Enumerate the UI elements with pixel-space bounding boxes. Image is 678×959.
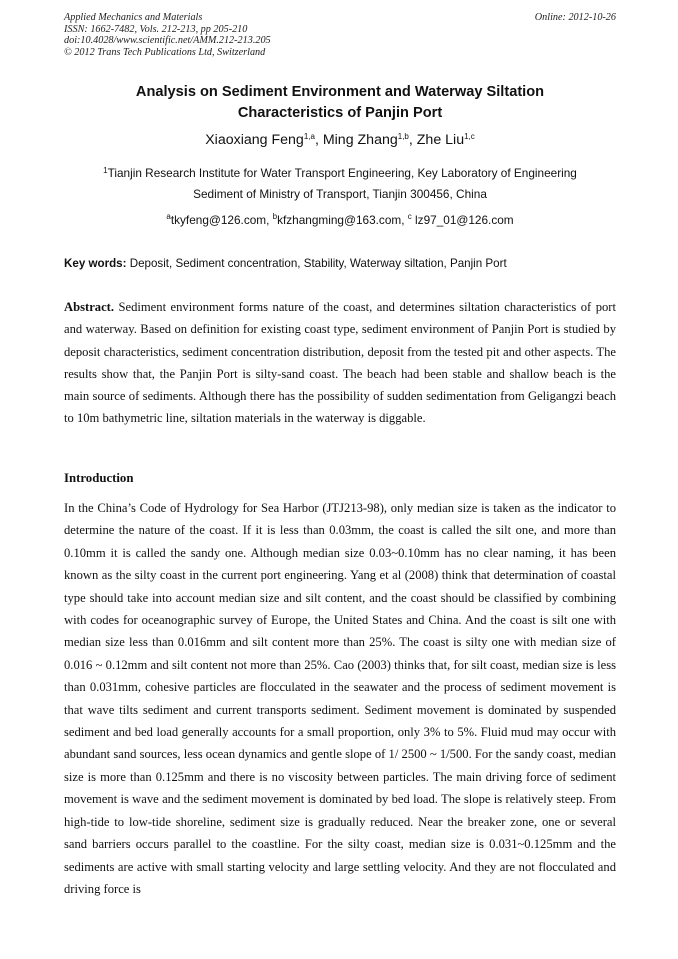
abstract-label: Abstract. [64,300,115,314]
author-name: Xiaoxiang Feng [205,132,304,148]
keywords-label: Key words: [64,257,127,270]
section-heading-introduction: Introduction [64,471,134,485]
keywords [64,256,616,272]
abstract-text: Sediment environment forms nature of the coast, and determines siltation characteristics of port and waterway. Based on definition for existing coast type, sediment environment of Panjin Port is studied by deposit characteristics, sediment concentration distribution, deposit from the tested pit and other aspects. The results show that, the Panjin Port is silty-sand coast. The beach had been stable and shallow beach is the main source of sediments. Although there has the possibility of sudden sedimentation from Geligangzi beach to 10m bathymetric line, siltation materials in the waterway is diggable. [64,300,616,426]
author-list [64,130,616,150]
issn-line: ISSN: 1662-7482, Vols. 212-213, pp 205-210 [64,23,248,35]
author-separator: , [408,132,417,148]
affiliation [64,163,616,205]
keywords-text: Deposit, Sediment concentration, Stability, Waterway siltation, Panjin Port [126,257,507,270]
email-marker: b [272,212,278,221]
affiliation-marker: 1 [103,166,108,175]
author-affiliation-marker: 1,c [464,132,475,141]
author-name: Ming Zhang [322,132,398,148]
author-name: Zhe Liu [416,132,465,148]
journal-name: Applied Mechanics and Materials [64,12,203,23]
copyright-line: © 2012 Trans Tech Publications Ltd, Switzerland [64,46,266,58]
author-separator: , [314,132,323,148]
email-c: lz97_01@126.com [411,213,514,227]
email-a: tkyfeng@126.com, [170,213,273,227]
email-marker: a [166,212,171,221]
title-line-2: Characteristics of Panjin Port [237,105,443,121]
introduction-paragraph: In the China’s Code of Hydrology for Sea Harbor (JTJ213-98), only median size is taken as the indicator to determine the nature of the coast. If it is less than 0.03mm, the coast is called the silt one, and more than 0.10mm it is called the sandy one. Although median size 0.03~0.10mm has no clear naming, it has been known as the silty coast in the current port engineering. Yang et al (2008) think that determination of coastal type should take into account median size and silt content, and the coast should be classified by combining with codes for oceanographic survey of Europe, the United States and China. And the coast is silt one with median size less than 0.016mm and silt content more than 25%. The coast is silty one with median size of 0.016 ~ 0.12mm and silt content not more than 25%. Cao (2003) thinks that, for silt coast, median size is less than 0.031mm, cohesive particles are flocculated in the seawater and the process of sediment movement is that wave tilts sediment and current transports sediment. Sediment movement is dominated by suspended sediment and bed load generally accounts for a small proportion, only 3% to 5%. Fluid mud may occur with abundant sand sources, less ocean dynamics and gentle slope of 1/ 2500 ~ 1/500. For the sandy coast, median size is more than 0.125mm and there is no viscosity between particles. The main driving force of sediment movement is wave and the sediment movement is dominated by bed load. The slope is relatively steep. From high-tide to low-tide shoreline, sediment size is gradually reduced. Near the breaker zone, one or several sand barriers occurs parallel to the coastline. For the silty coast, median size is 0.031~0.125mm and the sediments are active with small starting velocity and large settling velocity. And they are not flocculated and driving force is [64,501,616,896]
paper-title [64,82,616,124]
author-emails [64,212,616,228]
affiliation-line-2: Sediment of Ministry of Transport, Tianjin 300456, China [193,187,487,201]
email-b: kfzhangming@163.com, [277,213,408,227]
doi-line: doi:10.4028/www.scientific.net/AMM.212-213.205 [64,35,271,47]
author-affiliation-marker: 1,b [397,132,409,141]
email-marker: c [407,212,412,221]
author-affiliation-marker: 1,a [303,132,315,141]
title-line-1: Analysis on Sediment Environment and Waterway Siltation [135,84,545,100]
abstract [64,296,616,430]
affiliation-line-1: Tianjin Research Institute for Water Transport Engineering, Key Laboratory of Engineering [107,166,577,180]
online-date: Online: 2012-10-26 [534,12,616,23]
journal-header [64,12,616,58]
